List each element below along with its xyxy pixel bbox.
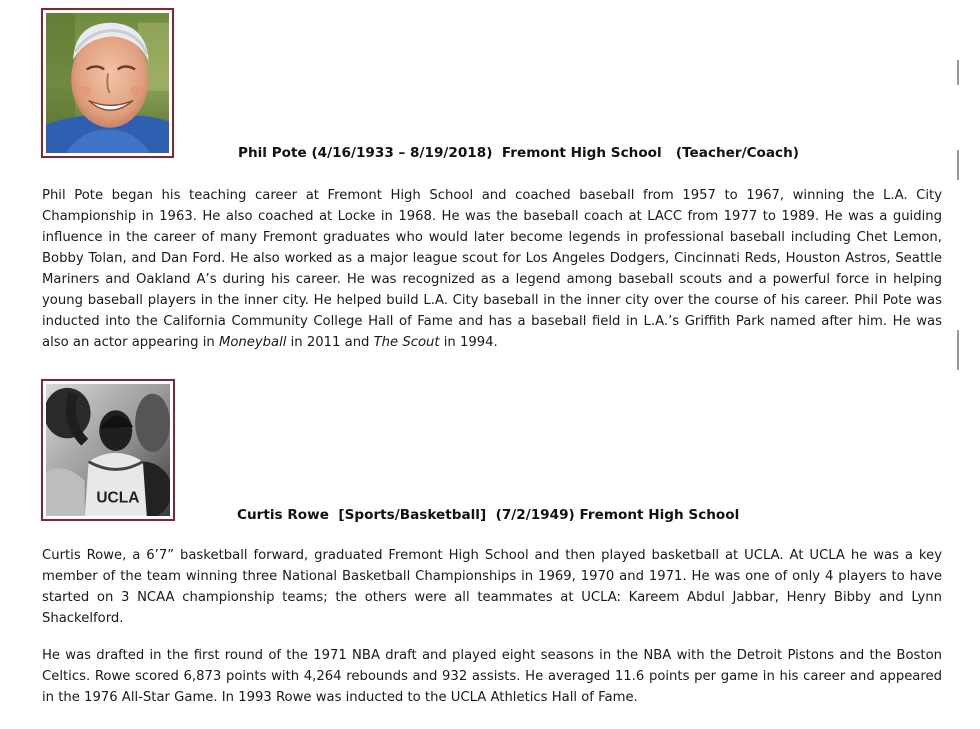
curtis-rowe-photo — [41, 379, 175, 521]
film-title: The Scout — [373, 335, 440, 350]
basketball-photo-image — [46, 384, 170, 516]
profile-heading: Curtis Rowe [Sports/Basketball] (7/2/1949) Fremont High School — [237, 507, 740, 523]
scan-edge-mark — [957, 150, 959, 180]
jersey-lettering: UCLA — [96, 489, 140, 507]
scan-edge-mark — [957, 60, 959, 85]
phil-pote-photo — [41, 8, 174, 158]
profile-heading: Phil Pote (4/16/1933 – 8/19/2018) Fremont High School (Teacher/Coach) — [238, 145, 799, 161]
profile-paragraph: Phil Pote began his teaching career at Fremont High School and coached baseball from 1957 to 1967, winning the L.A. City Championship in 1963. He also coached at Locke in 1968. He was the baseball coach at LACC from 1977 to 1989. He was a guiding influence in the career of many Fremont graduates who would later become legends in professional baseball including Chet Lemon, Bobby Tolan, and Dan Ford. He also worked as a major league scout for Los Angeles Dodgers, Cincinnati Reds, Houston Astros, Seattle Mariners and Oakland A’s during his career. He was recognized as a legend among baseball scouts and a powerful force in helping young baseball players in the inner city. He helped build L.A. City baseball in the inner city over the course of his career. Phil Pote was inducted into the California Community College Hall of Fame and has a baseball field in L.A.’s Griffith Park named after him. He was also an actor appearing in Moneyball in 2011 and The Scout in 1994. — [42, 188, 942, 350]
scan-edge-mark — [957, 330, 959, 370]
profile-paragraph: He was drafted in the first round of the 1971 NBA draft and played eight seasons in the NBA with the Detroit Pistons and the Boston Celtics. Rowe scored 6,873 points with 4,264 rebounds and 932 assists. He averaged 11.6 points per game in his career and appeared in the 1976 All-Star Game. In 1993 Rowe was inducted to the UCLA Athletics Hall of Fame. — [42, 648, 942, 705]
film-title: Moneyball — [218, 335, 287, 350]
portrait-image — [46, 13, 169, 153]
profile-paragraph: Curtis Rowe, a 6’7” basketball forward, graduated Fremont High School and then played basketball at UCLA. At UCLA he was a key member of the team winning three National Basketball Championships in 1969, 1970 and 1971. He was one of only 4 players to have started on 3 NCAA championship teams; the others were all teammates at UCLA: Kareem Abdul Jabbar, Henry Bibby and Lynn Shackelford. — [42, 548, 942, 626]
